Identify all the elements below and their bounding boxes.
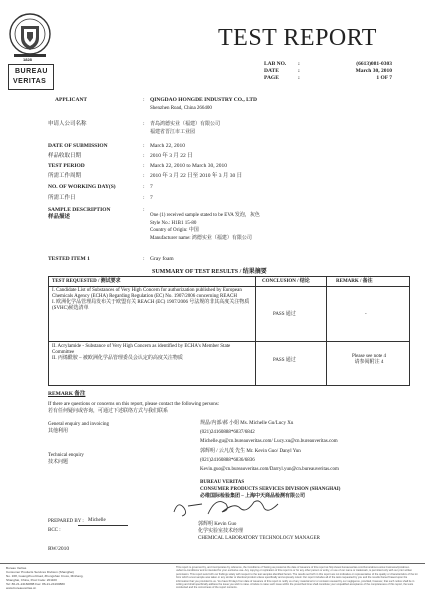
- division-line1: BUREAU VERITAS: [200, 480, 245, 485]
- applicant-label: APPLICANT: [55, 97, 88, 103]
- lab-info-colon: :: [298, 61, 300, 67]
- field-date-submission-value: March 22, 2010: [150, 143, 185, 149]
- division-line2: CONSUMER PRODUCTS SERVICES DIVISION (SHANGHAI): [200, 487, 341, 492]
- lab-info-colon: :: [298, 68, 300, 74]
- tested-item-value: Gray foam: [150, 256, 174, 262]
- summary-table: [48, 276, 410, 386]
- prepared-by-value: Michelle: [88, 518, 106, 523]
- signer-name: 郭辉明 Kevin Guo: [198, 522, 237, 527]
- logo-brand-line1: BUREAU: [15, 68, 48, 75]
- handwritten-signature: [168, 490, 288, 522]
- contact-general-line1: 规晶/内部/郝 小姐 Ms. Michelle Gu/Lucy Xu: [200, 421, 294, 426]
- tested-item-label: TESTED ITEM 1: [48, 256, 90, 262]
- contact-technical-label: Technical enquiry 技术问题: [48, 453, 84, 465]
- contact-technical-email[interactable]: Kevin.guo@cn.bureauveritas.com/Darryl.yun@cn.bureauveritas.com: [200, 467, 339, 472]
- signer-title: CHEMICAL LABORATORY TECHNOLOGY MANAGER: [198, 536, 320, 541]
- division-line3: 必维国际检验集团 – 上海中天商品检测有限公司: [200, 494, 306, 499]
- field-colon: :: [143, 207, 145, 213]
- applicant-name: QINGDAO HONGDE INDUSTRY CO., LTD: [150, 97, 257, 103]
- header-test-requested: TEST REQUESTED / 测试要求: [52, 279, 121, 284]
- field-colon: :: [143, 143, 145, 149]
- header-conclusion: CONCLUSION / 结论: [262, 279, 310, 284]
- field-working-days-cn-label: 所需工作日: [48, 195, 76, 201]
- footer-disclaimer: This report is governed by, and incorporates by reference, the Conditions of Testing as posted at the date of issuance of this report at http://www.bureauveritas.com/home/about-us/our-business/cps/about-us/terms-conditions/ and is intended for your exclusive use. Any copying or replication of this report to or for any other person or entity, or use of our name or trademark, is permitted only with our prior written permission. This report sets forth our findings solely with respect to the test samples identified herein. The results set forth in this report are not indicative or representative of the quality or characteristics of the lot from which a test sample was taken or any similar or identical product unless specifically and expressly noted. Our report includes all of the tests requested by you and the results thereof based upon the information that you provided to us. You have 60 days from date of issuance of this report to notify us of any material error or omission caused by our negligence, provided, however, that such notice shall be in writing and shall specifically address the issue you wish to raise. A failure to raise such issue within the prescribed time shall constitute your unqualified acceptance of the completeness of this report, the tests conducted and the correctness of the report contents.: [176, 566, 418, 590]
- logo-brand-line2: VERITAS: [13, 78, 47, 85]
- field-receive-date-label: 样品收取日期: [48, 153, 82, 159]
- contact-technical-line2: (021)24160888*6836/6836: [200, 458, 255, 463]
- field-colon: :: [143, 256, 145, 262]
- date-value: March 30, 2010: [355, 68, 392, 74]
- contact-technical-line1: 郭辉明 / 云凡茂 先生 Mr. Kevin Guo/ Danyl Yun: [200, 449, 301, 454]
- footer-address: Bureau Veritas Consumer Products Services Division (Shanghai) No. 168, Guangzhou Road, Zhongshan Cross, Minhang, Shanghai, China, Post Code: 201100 Tel: 86-21-24160888 Fax: 86-21-24160880 www.bureauveritas.cn: [6, 566, 84, 590]
- row-conclusion: PASS 通过: [273, 358, 296, 363]
- applicant-address: Shenzhen Road, China 266400: [150, 106, 212, 111]
- field-colon: :: [143, 163, 145, 169]
- lab-info-colon: :: [298, 75, 300, 81]
- row-remark: Please see note 4 请参阅附注 4: [351, 354, 387, 365]
- field-working-days-label: NO. OF WORKING DAY(S): [48, 184, 116, 190]
- field-sample-description-value: One (1) received sample stated to be EVA 发泡，灰色 Style No.: H1B1 15-80 Country of Origin: 中国 Manufacturer name: 鸿德实业（福建）有限公司: [150, 213, 260, 241]
- field-test-period-value: March 22, 2010 to March 30, 2010: [150, 163, 227, 169]
- contact-general-email[interactable]: Michelle.gu@cn.bureauveritas.com/ Lucy.xu@cn.bureauveritas.com: [200, 439, 338, 444]
- field-colon: :: [143, 121, 145, 127]
- field-work-period-label: 所需工作周期: [48, 173, 82, 179]
- header-remark: REMARK / 备注: [336, 279, 373, 284]
- lab-no-label: LAB NO.: [264, 61, 287, 67]
- row-conclusion: PASS 通过: [273, 312, 296, 317]
- bcc-label: BCC :: [48, 528, 61, 533]
- lab-no-value: (6613)081-0303: [356, 61, 392, 67]
- field-applicant-cn-label: 申请人公司名称: [48, 121, 87, 127]
- bureau-veritas-logo: [8, 8, 52, 96]
- field-colon: :: [143, 153, 145, 159]
- field-applicant-cn-value: 青岛鸿德实业（福建）有限公司 福建省晋江市工业园: [150, 122, 221, 135]
- row-remark: -: [365, 312, 367, 317]
- page-label: PAGE: [264, 75, 279, 81]
- contact-general-line2: (021)24160888*6837/6842: [200, 430, 255, 435]
- field-sample-description-label: SAMPLE DESCRIPTION 样品描述: [48, 207, 111, 220]
- field-date-submission-label: DATE OF SUBMISSION: [48, 143, 108, 149]
- row-test: II. Acrylamide - Substance of Very High Concern as identified by ECHA's Member State Committee II. 丙烯酰胺 – 被欧洲化学品管理委员会认定的高度关注物质: [52, 344, 231, 361]
- footer-code: RW/2010: [48, 546, 70, 552]
- field-colon: :: [143, 184, 145, 190]
- contact-general-label: General enquiry and invoicing 其他利用: [48, 422, 109, 434]
- field-receive-date-value: 2010 年 3 月 22 日: [150, 153, 193, 159]
- remark-intro: If there are questions or concerns on this report, please contact the following persons: 若有任何疑问或咨询，可通过下述联络方式与我们联系: [48, 402, 220, 414]
- summary-title: SUMMARY OF TEST RESULTS / 结果摘要: [152, 269, 267, 275]
- field-colon: :: [143, 97, 145, 103]
- field-work-period-value: 2010 年 3 月 22 日至 2010 年 3 月 30 日: [150, 173, 243, 179]
- logo-year: 1828: [23, 57, 32, 62]
- page-value: 1 OF 7: [376, 75, 392, 81]
- date-label: DATE: [264, 68, 279, 74]
- field-colon: :: [143, 195, 145, 201]
- row-test: I. Candidate List of Substances of Very High Concern for authorization published by European Chemicals Agency (ECHA) Regarding Regulation (EC) No. 1907/2006 concerning REACH I. 欧洲化学品管理局发布关于欧盟有关 REACH (EC) 1907/2006 号法规的非其高度关注物质(SVHC)候选清单: [52, 288, 250, 311]
- remark-title: REMARK 备注: [48, 391, 86, 397]
- field-colon: :: [143, 173, 145, 179]
- signer-title-cn: 化学实验室技术经理: [198, 529, 244, 534]
- logo-brand-box: [8, 64, 54, 90]
- prepared-by-label: PREPARED BY :: [48, 519, 84, 524]
- field-working-days-cn-value: 7: [150, 195, 153, 201]
- report-title: TEST REPORT: [218, 25, 377, 51]
- field-working-days-value: 7: [150, 184, 153, 190]
- field-test-period-label: TEST PERIOD: [48, 163, 85, 169]
